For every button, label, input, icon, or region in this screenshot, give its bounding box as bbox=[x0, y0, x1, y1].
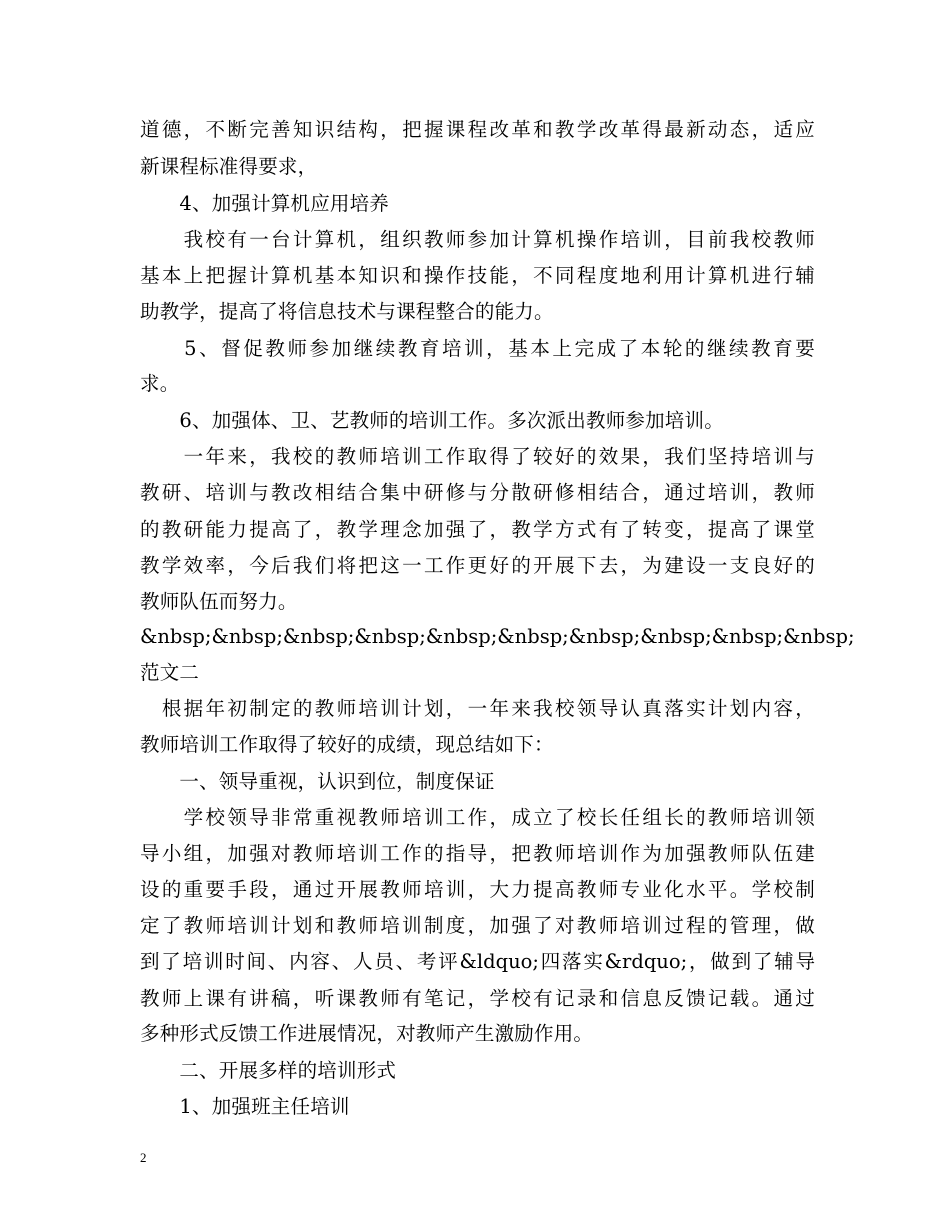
text-line: 一、领导重视，认识到位，制度保证 bbox=[140, 770, 495, 793]
text-line: 教师培训工作取得了较好的成绩，现总结如下： bbox=[140, 733, 554, 756]
text-line: 的教研能力提高了，教学理念加强了，教学方式有了转变，提高了课堂 bbox=[140, 518, 815, 541]
text-line: 基本上把握计算机基本知识和操作技能，不同程度地利用计算机进行辅 bbox=[140, 264, 815, 287]
text-line: &nbsp;&nbsp;&nbsp;&nbsp;&nbsp;&nbsp;&nbsp;&nbsp;&nbsp;&nbsp; bbox=[140, 625, 855, 648]
text-line: 教师队伍而努力。 bbox=[140, 590, 298, 613]
text-line: 4、加强计算机应用培养 bbox=[140, 192, 390, 215]
text-line: 教学效率，今后我们将把这一工作更好的开展下去，为建设一支良好的 bbox=[140, 554, 815, 577]
text-line: 助教学，提高了将信息技术与课程整合的能力。 bbox=[140, 300, 554, 323]
section-heading: 范文二 bbox=[140, 661, 200, 684]
text-line: 求。 bbox=[140, 372, 180, 395]
text-line: 道德，不断完善知识结构，把握课程改革和教学改革得最新动态，适应 bbox=[140, 118, 815, 141]
text-line: 根据年初制定的教师培训计划，一年来我校领导认真落实计划内容， bbox=[140, 697, 815, 720]
text-line: 学校领导非常重视教师培训工作，成立了校长任组长的教师培训领 bbox=[140, 806, 815, 829]
text-line: 我校有一台计算机，组织教师参加计算机操作培训，目前我校教师 bbox=[140, 228, 815, 251]
page-number: 2 bbox=[140, 1150, 147, 1165]
text-line: 导小组，加强对教师培训工作的指导，把教师培训作为加强教师队伍建 bbox=[140, 842, 815, 865]
text-line: 5、督促教师参加继续教育培训，基本上完成了本轮的继续教育要 bbox=[140, 337, 815, 360]
text-line: 一年来，我校的教师培训工作取得了较好的效果，我们坚持培训与 bbox=[140, 445, 815, 468]
text-line: 6、加强体、卫、艺教师的培训工作。多次派出教师参加培训。 bbox=[140, 409, 724, 432]
text-line: 二、开展多样的培训形式 bbox=[140, 1059, 397, 1082]
text-line: 定了教师培训计划和教师培训制度，加强了对教师培训过程的管理，做 bbox=[140, 914, 815, 937]
text-line: 新课程标准得要求， bbox=[140, 155, 318, 178]
text-line: 到了培训时间、内容、人员、考评&ldquo;四落实&rdquo;，做到了辅导 bbox=[140, 950, 815, 973]
text-line: 教研、培训与教改相结合集中研修与分散研修相结合，通过培训，教师 bbox=[140, 481, 815, 504]
text-line: 教师上课有讲稿，听课教师有笔记，学校有记录和信息反馈记载。通过 bbox=[140, 987, 815, 1010]
text-line: 1、加强班主任培训 bbox=[140, 1095, 350, 1118]
text-line: 设的重要手段，通过开展教师培训，大力提高教师专业化水平。学校制 bbox=[140, 878, 815, 901]
text-line: 多种形式反馈工作进展情况，对教师产生激励作用。 bbox=[140, 1022, 594, 1045]
